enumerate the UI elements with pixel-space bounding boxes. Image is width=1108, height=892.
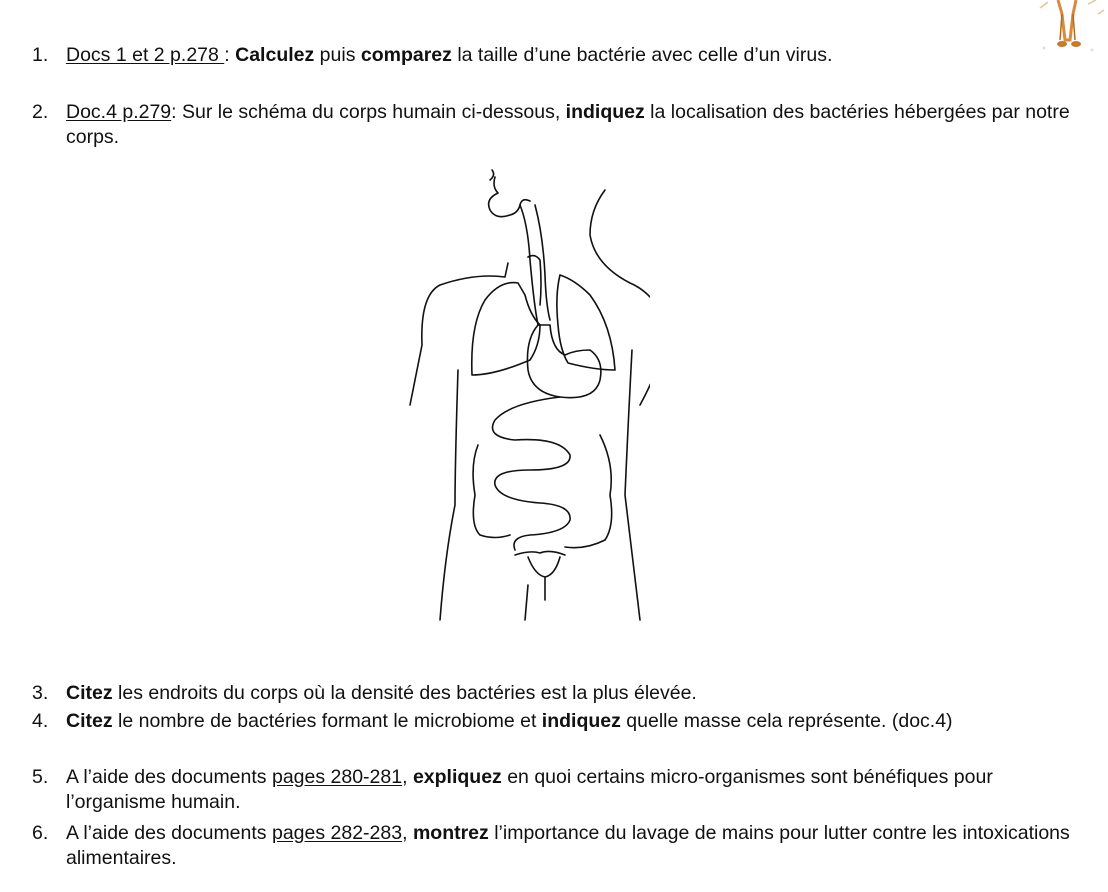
action-verb: indiquez	[541, 710, 621, 732]
question-number: 2.	[32, 101, 49, 123]
question-text: Docs 1 et 2 p.278 : Calculez puis comparez la taille d’une bactérie avec celle d’un virus.	[66, 44, 833, 66]
question-1	[32, 43, 1092, 68]
question-text: Citez les endroits du corps où la densité des bactéries est la plus élevée.	[66, 682, 697, 704]
question-4	[32, 709, 1092, 734]
question-text: Doc.4 p.279: Sur le schéma du corps humain ci-dessous, indiquez la localisation des bactéries hébergées par notre corps.	[66, 101, 1070, 148]
action-verb: montrez	[412, 822, 489, 844]
small-intestine	[493, 397, 571, 550]
esophagus	[520, 205, 550, 325]
action-verb: Calculez	[235, 44, 315, 66]
question-number: 1.	[32, 44, 49, 66]
question-number: 4.	[32, 710, 49, 732]
question-6	[32, 821, 1092, 871]
question-number: 5.	[32, 766, 49, 788]
action-verb: expliquez	[412, 766, 502, 788]
doc-reference: pages 280-281	[271, 766, 403, 788]
doc-reference: Doc.4 p.279	[66, 101, 172, 123]
midline	[525, 585, 528, 620]
body-outline-right	[590, 190, 650, 405]
doc-reference: pages 282-283	[271, 822, 403, 844]
action-verb: Citez	[66, 682, 113, 704]
question-5	[32, 765, 1092, 815]
action-verb: indiquez	[565, 101, 645, 123]
question-text: A l’aide des documents pages 282-283, montrez l’importance du lavage de mains pour lutter contre les intoxications alimentaires.	[66, 822, 1070, 869]
mouth-cavity	[489, 177, 530, 217]
action-verb: comparez	[360, 44, 452, 66]
right-lung	[557, 275, 615, 370]
body-right-side	[625, 350, 640, 620]
question-3	[32, 681, 1092, 706]
cartoon-figure-legs-icon	[1018, 0, 1108, 70]
body-outline-left	[410, 263, 508, 405]
question-number: 3.	[32, 682, 49, 704]
large-intestine	[473, 435, 612, 548]
question-text: A l’aide des documents pages 280-281, expliquez en quoi certains micro-organismes sont bénéfiques pour l’organisme humain.	[66, 766, 993, 813]
body-left-side	[440, 370, 458, 620]
question-text: Citez le nombre de bactéries formant le microbiome et indiquez quelle masse cela représente. (doc.4)	[66, 710, 953, 732]
human-body-digestive-system-diagram	[400, 165, 650, 625]
nose	[490, 170, 494, 180]
action-verb: Citez	[66, 710, 113, 732]
uterus	[515, 551, 565, 600]
question-number: 6.	[32, 822, 49, 844]
question-2	[32, 100, 1092, 150]
left-lung	[472, 283, 540, 375]
doc-reference: Docs 1 et 2 p.278	[66, 44, 225, 66]
